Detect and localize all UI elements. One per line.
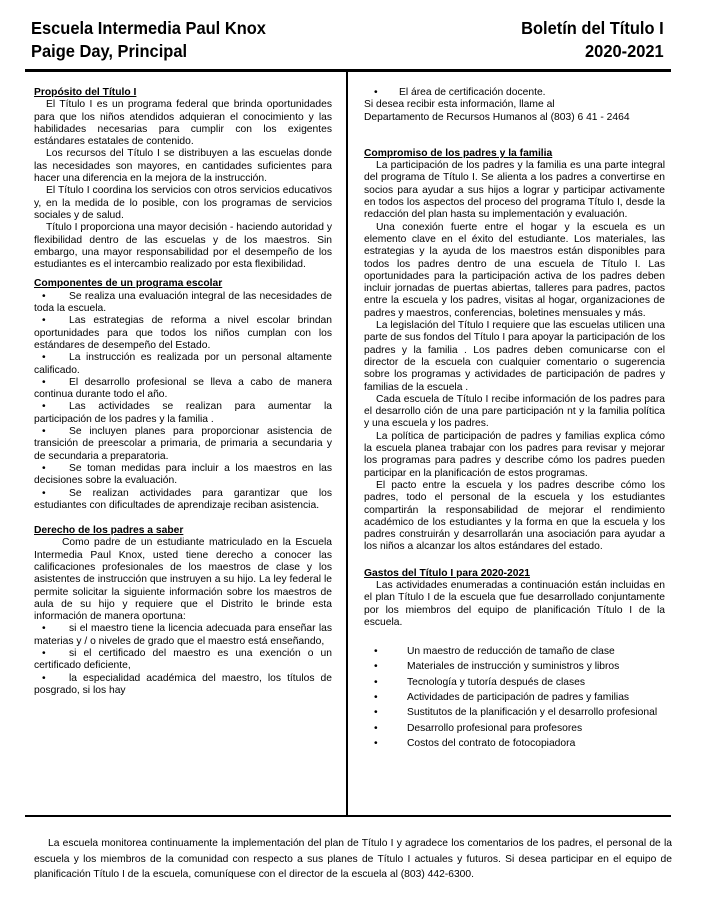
list-item: • la especialidad académica del maestro, los títulos de posgrado, si los hay — [34, 672, 332, 696]
list-item: • Tecnología y tutoría después de clases — [374, 676, 586, 688]
list-item: • Las estrategias de reforma a nivel escolar brindan oportunidades para que todos los niños cumplan con los estándares de desempeño del Estado. — [34, 315, 332, 351]
purpose-paragraph: El Título I coordina los servicios con otros servicios educativos y, en la medida de lo posible, con los programas de servicios sociales y de salud. — [34, 185, 332, 221]
school-year: 2020-2021 — [585, 41, 664, 61]
column-divider — [346, 71, 348, 815]
header-divider — [25, 69, 671, 72]
newsletter-header — [0, 0, 701, 72]
purpose-paragraph: Título I proporciona una mayor decisión - haciendo autoridad y flexibilidad dentro de las escuelas y de los maestros. Sin embargo, una mayor responsabilidad por el desempeño de los estudiantes es el intercambio realizado por esta flexibilidad. — [34, 222, 332, 271]
list-item: • Actividades de participación de padres y familias — [374, 692, 630, 704]
footer-divider — [25, 815, 671, 817]
contact-line: Si desea recibir esta información, llame al — [364, 99, 555, 111]
components-heading: Componentes de un programa escolar — [34, 278, 223, 290]
expenses-heading: Gastos del Título I para 2020-2021 — [364, 567, 530, 579]
purpose-paragraph: Los recursos del Título I se distribuyen a las escuelas donde las necesidades son mayores, en cantidades suficientes para hacer una diferencia en la mejora de la instrucción. — [34, 148, 332, 185]
bulletin-title: Boletín del Título I — [521, 18, 664, 38]
right-to-know-heading: Derecho de los padres a saber — [34, 525, 184, 537]
contact-phone-line: Departamento de Recursos Humanos al (803) 6 41 - 2464 — [364, 111, 630, 123]
list-item: • Sustitutos de la planificación y el desarrollo profesional — [374, 707, 658, 719]
expenses-list — [364, 644, 665, 751]
purpose-paragraph: El Título I es un programa federal que brinda oportunidades para que los niños atendidos adquieran el conocimiento y las habilidades necesarias para cumplir con los exigentes estándares estatales de contenido. — [34, 99, 332, 148]
list-item: • Se incluyen planes para proporcionar asistencia de transición de preescolar a primaria, de primaria a secundaria y de secundaria a preparatoria. — [34, 426, 332, 462]
list-item: • Materiales de instrucción y suministros y libros — [374, 661, 620, 673]
school-name: Escuela Intermedia Paul Knox — [31, 18, 266, 38]
commitment-paragraph: Una conexión fuerte entre el hogar y la escuela es un elemento clave en el éxito del estudiante. Los materiales, las estrategias y la ayuda de los maestros están disponibles para todos los padres dentro de una escuela de Título I. Las oportunidades para la participación activa de los padres deben incluir jornadas de puertas abiertas, talleres para padres, pactos entre la escuela y los padres, visitas al hogar, organizaciones de padres y maestros, conferencias, boletines mensuales y más. — [364, 221, 665, 319]
components-list — [34, 291, 332, 512]
list-item: • si el maestro tiene la licencia adecuada para enseñar las materias y / o niveles de grado que el maestro está enseñando, — [34, 623, 332, 647]
list-item: • Desarrollo profesional para profesores — [374, 722, 583, 734]
expenses-intro: Las actividades enumeradas a continuación están incluidas en el plan Título I de la escuela que fue desarrollado conjuntamente por los miembros del equipo de planificación Título I de la escuela. — [364, 579, 665, 628]
list-item: • Se toman medidas para incluir a los maestros en las decisiones sobre la evaluación. — [34, 462, 332, 487]
right-to-know-intro: Como padre de un estudiante matriculado en la Escuela Intermedia Paul Knox, usted tiene derecho a conocer las calificaciones profesionales de los maestros de clase y los asistentes de instrucción que instruyen a su hijo. La ley federal le permite solicitar la siguiente información sobre los maestros de aula de su hijo y requiere que el Distrito le brinde esta información de manera oportuna: — [34, 537, 332, 623]
commitment-heading: Compromiso de los padres y la familia — [364, 147, 553, 159]
principal-name: Paige Day, Principal — [31, 41, 188, 61]
list-item: • Las actividades se realizan para aumentar la participación de los padres y la familia . — [34, 401, 332, 425]
footer-text: La escuela monitorea continuamente la implementación del plan de Título I y agradece los comentarios de los padres, el personal de la escuela y los miembros de la comunidad con respecto a sus planes de Título I actuales y futuros. Si desea participar en el equipo de planificación Título I de la escuela, comuníquese con el director de la escuela al (803) 442-6300. — [34, 838, 672, 880]
purpose-heading: Propósito del Título I — [34, 87, 137, 98]
continued-list — [364, 87, 665, 99]
commitment-paragraph: La política de participación de padres y familias explica cómo la escuela planea trabajar con los padres para revisar y mejorar los programas para padres y describe cómo los padres pueden participar en la planificación de estos programas. — [364, 430, 665, 479]
commitment-paragraph: El pacto entre la escuela y los padres describe cómo los padres, todo el personal de la escuela y los estudiantes compartirán la responsabilidad de mejorar el rendimiento académico de los estudiantes y la forma en que la escuela y los padres construirán y desarrollarán una asociación para ayudar a los niños a alcanzar los altos estándares del estado. — [364, 479, 665, 553]
left-column — [34, 87, 332, 697]
list-item: • Se realizan actividades para garantizar que los estudiantes con dificultades de aprendizaje reciban asistencia. — [34, 487, 332, 511]
list-item: • El área de certificación docente. — [374, 87, 546, 98]
list-item: • Costos del contrato de fotocopiadora — [374, 737, 576, 749]
right-to-know-list — [34, 623, 332, 697]
commitment-paragraph: Cada escuela de Título I recibe información de los padres para el desarrollo ción de una pare participación nt y la familia política y una escuela y los padres. — [364, 393, 665, 430]
list-item: • si el certificado del maestro es una exención o un certificado deficiente, — [34, 648, 332, 672]
right-column — [364, 87, 665, 751]
commitment-paragraph: La legislación del Título I requiere que las escuelas utilicen una parte de sus fondos del Título I para apoyar la participación de los padres y la familia . Los padres deben comunicarse con el director de la escuela con cualquier comentario o sugerencia sobre los programas y actividades de participación de padres y familias de la escuela . — [364, 320, 665, 393]
list-item: • Un maestro de reducción de tamaño de clase — [374, 646, 615, 658]
list-item: • Se realiza una evaluación integral de las necesidades de toda la escuela. — [34, 290, 332, 315]
list-item: • La instrucción es realizada por un personal altamente calificado. — [34, 352, 332, 376]
list-item: • El desarrollo profesional se lleva a cabo de manera continua durante todo el año. — [34, 376, 332, 401]
commitment-paragraph: La participación de los padres y la familia es una parte integral del programa de Título I. Se alienta a los padres a convertirse en socios para ayudar a sus hijos a lograr y participar activamente en todos los aspectos del proceso del programa Título I, desde la redacción del plan hasta su implementación y evaluación. — [364, 160, 665, 221]
